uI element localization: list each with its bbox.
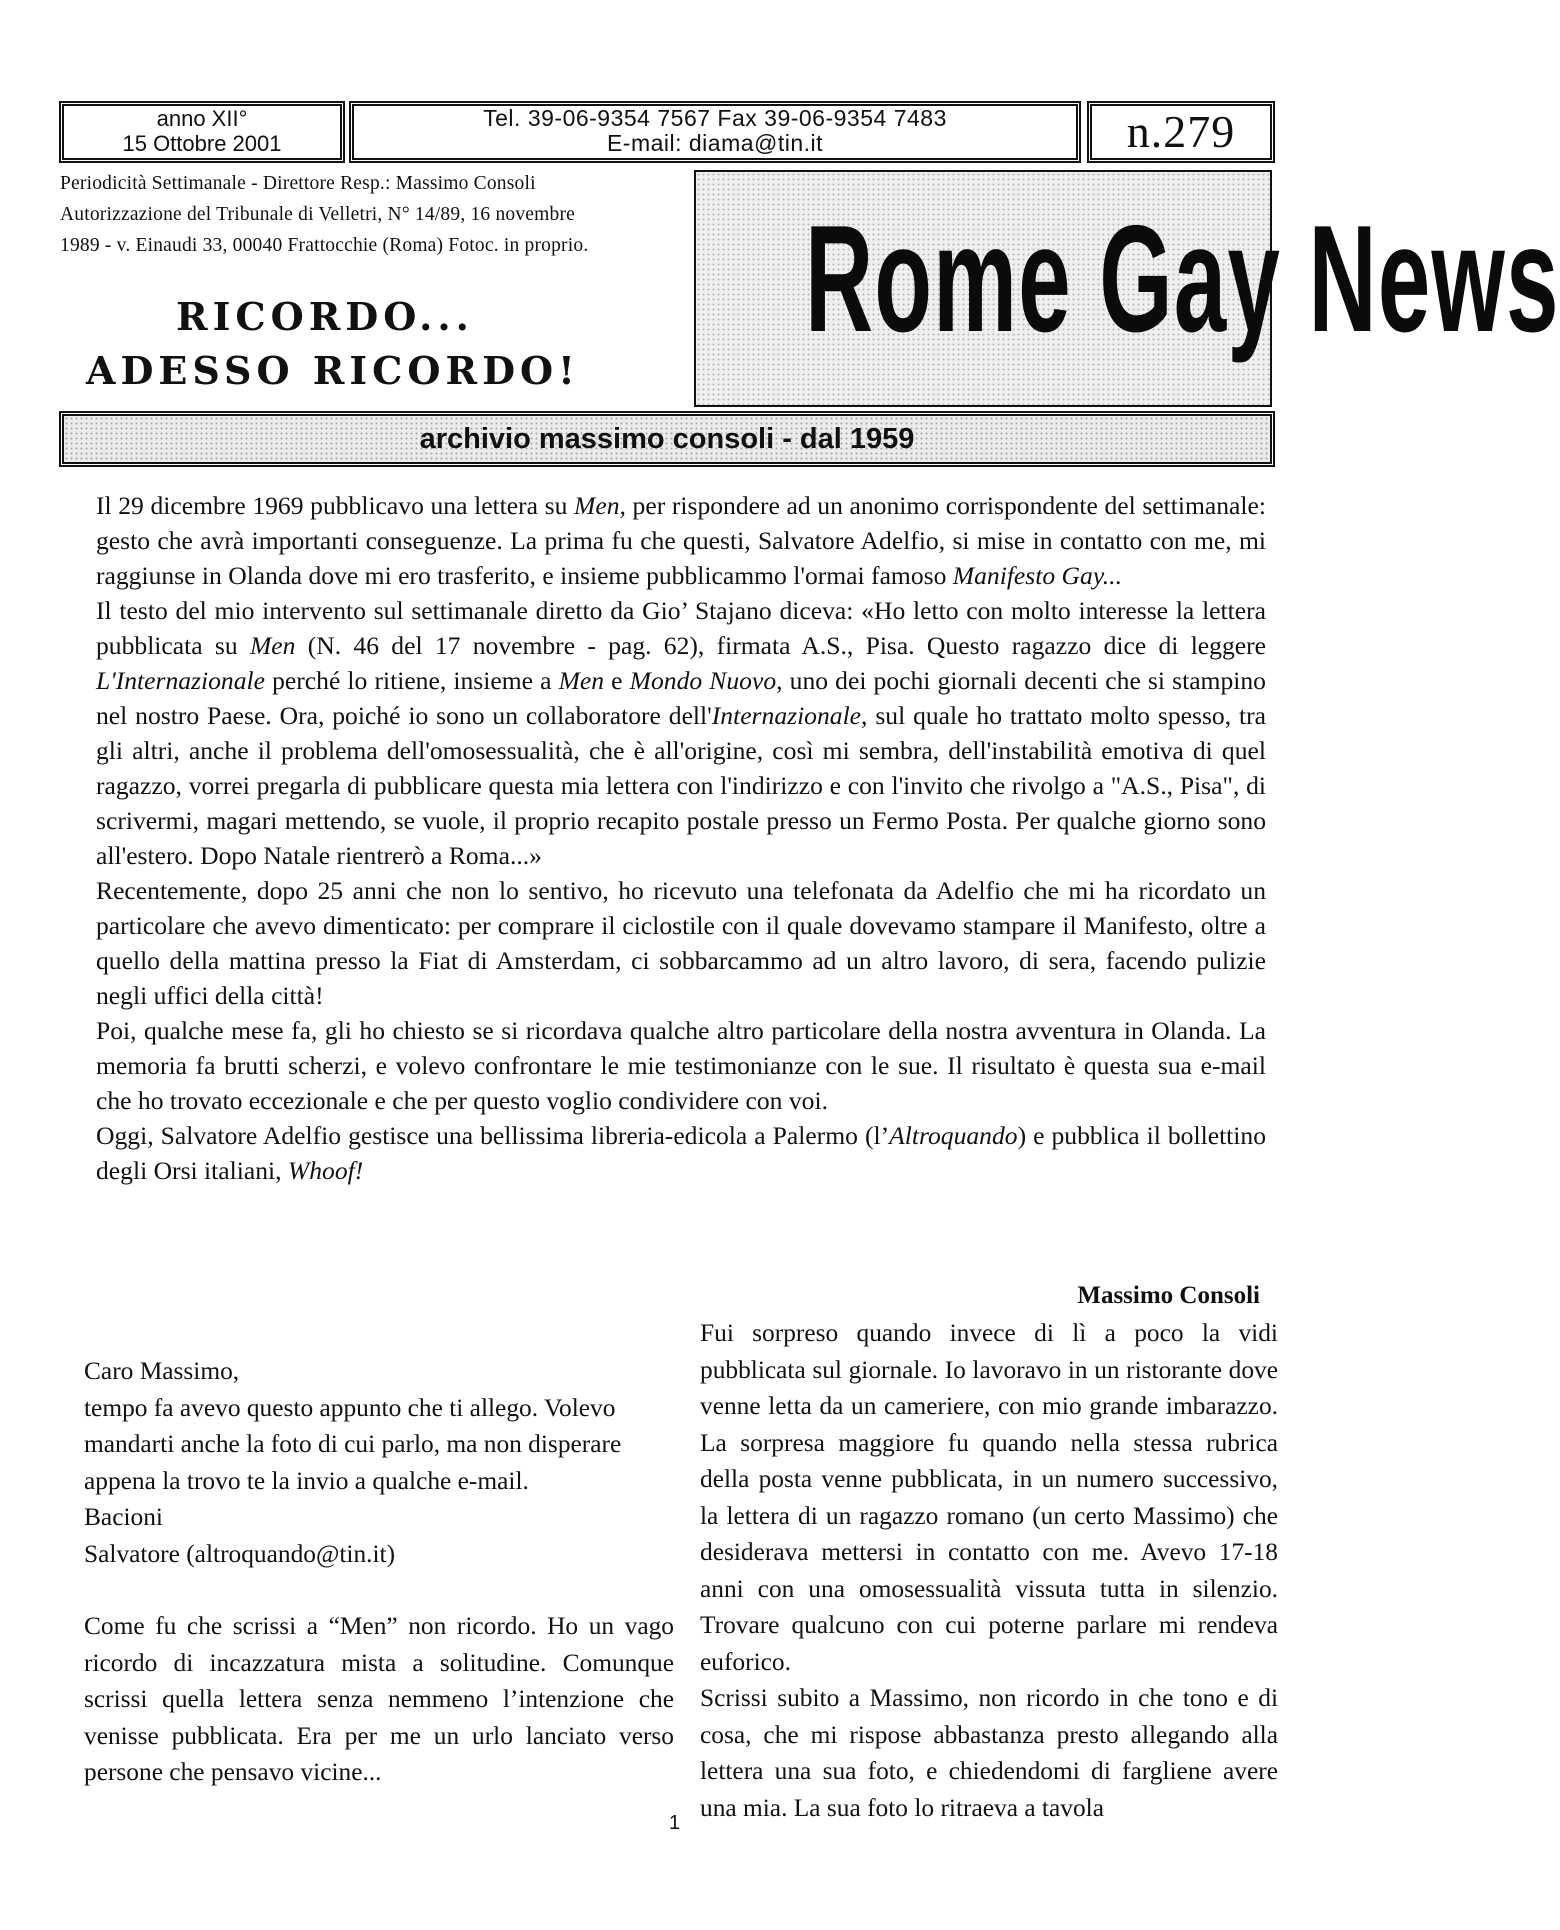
masthead-line: 1989 - v. Einaudi 33, 00040 Frattocchie (Roma) Fotoc. in proprio. bbox=[60, 235, 589, 256]
intro-paragraph: Oggi, Salvatore Adelfio gestisce una bellissima libreria-edicola a Palermo (l’Altroquando) e pubblica il bollettino degli Orsi italiani, Whoof! bbox=[96, 1121, 1266, 1185]
intro-paragraph: Il 29 dicembre 1969 pubblicavo una lettera su Men, per rispondere ad un anonimo corrispondente del settimanale: gesto che avrà importanti conseguenze. La prima fu che questi, Salvatore Adelfio, si mise in contatto con me, mi raggiunse in Olanda dove mi ero trasferito, e insieme pubblicammo l'ormai famoso Manifesto Gay... bbox=[96, 491, 1266, 590]
contact-box bbox=[352, 104, 1078, 160]
letter-greeting: Caro Massimo, bbox=[84, 1357, 240, 1385]
email: E-mail: diama@tin.it bbox=[606, 130, 824, 156]
year-label: anno XII° bbox=[156, 106, 248, 131]
intro-paragraph: Il testo del mio intervento sul settimanale diretto da Gio’ Stajano diceva: «Ho letto con molto interesse la lettera pubblicata su Men (N. 46 del 17 novembre - pag. 62), firmata A.S., Pisa. Questo ragazzo dice di leggere L'Internazionale perché lo ritiene, insieme a Men e Mondo Nuovo, uno dei pochi giornali decenti che si stampino nel nostro Paese. Ora, poiché io sono un collaboratore dell'Internazionale, sul quale ho trattato molto spesso, tra gli altri, anche il problema dell'omosessualità, che è all'origine, così mi sembra, dell'instabilità emotiva di quel ragazzo, vorrei pregarla di pubblicare questa mia lettera con l'indirizzo e con l'invito che rivolgo a "A.S., Pisa", di scrivermi, magari mettendo, se vuole, il proprio recapito postale presso un Fermo Posta. Per qualche giorno sono all'estero. Dopo Natale rientrerò a Roma...» bbox=[96, 596, 1266, 870]
letter-sender: Salvatore (altroquando@tin.it) bbox=[84, 1539, 396, 1568]
archive-banner-text: archivio massimo consoli - dal 1959 bbox=[419, 423, 915, 455]
year-date-box bbox=[62, 104, 342, 160]
logo-text: Rome Gay News bbox=[805, 194, 1560, 364]
masthead-info bbox=[60, 168, 680, 261]
letter-paragraph: Fui sorpreso quando invece di lì a poco la vidi pubblicata sul giornale. Io lavoravo in un ristorante dove venne letta da un cameriere, con mio grande imbarazzo. La sorpresa maggiore fu quando nella stessa rubrica della posta venne pubblicata, in un numero successivo, la lettera di un ragazzo romano (un certo Massimo) che desiderava mettersi in contatto con me. Avevo 17-18 anni con una omosessualità vissuta tutta in silenzio. Trovare qualcuno con cui poterne parlare mi rendeva euforico. bbox=[700, 1319, 1278, 1676]
issue-date: 15 Ottobre 2001 bbox=[122, 131, 282, 156]
slogan-line-2: ADESSO RICORDO! bbox=[86, 348, 580, 393]
intro-article bbox=[96, 488, 1266, 1188]
tel-fax: Tel. 39-06-9354 7567 Fax 39-06-9354 7483 bbox=[483, 105, 947, 131]
signature: Massimo Consoli bbox=[1077, 1282, 1260, 1309]
letter-paragraph: Scrissi subito a Massimo, non ricordo in che tono e di cosa, che mi rispose abbastanza presto allegando alla lettera una sua foto, e chiedendomi di fargliene avere una mia. La sua foto lo ritraeva a tavola bbox=[700, 1684, 1278, 1822]
page-number: 1 bbox=[668, 1812, 681, 1834]
masthead-line: Periodicità Settimanale - Direttore Resp.: Massimo Consoli bbox=[60, 173, 536, 194]
letter-paragraph: Come fu che scrissi a “Men” non ricordo. Ho un vago ricordo di incazzatura mista a solitudine. Comunque scrissi quella lettera senza nemmeno l’intenzione che venisse pubblicata. Era per me un urlo lanciato verso persone che pensavo vicine... bbox=[84, 1612, 674, 1786]
slogan bbox=[86, 290, 706, 398]
letter-column-left bbox=[84, 1353, 674, 1791]
issue-number-box bbox=[1090, 104, 1272, 160]
newspaper-logo bbox=[694, 170, 1560, 407]
letter-body: tempo fa avevo questo appunto che ti allego. Volevo mandarti anche la foto di cui parlo, ma non disperare appena la trovo te la invio a qualche e-mail. bbox=[84, 1393, 622, 1495]
masthead-line: Autorizzazione del Tribunale di Velletri, N° 14/89, 16 novembre bbox=[60, 204, 576, 225]
letter-closing: Bacioni bbox=[84, 1503, 163, 1531]
intro-paragraph: Poi, qualche mese fa, gli ho chiesto se si ricordava qualche altro particolare della nostra avventura in Olanda. La memoria fa brutti scherzi, e volevo confrontare le mie testimonianze con le sue. Il risultato è questa sua e-mail che ho trovato eccezionale e che per questo voglio condividere con voi. bbox=[96, 1016, 1266, 1115]
slogan-line-1: RICORDO... bbox=[176, 294, 474, 339]
intro-paragraph: Recentemente, dopo 25 anni che non lo sentivo, ho ricevuto una telefonata da Adelfio che mi ha ricordato un particolare che avevo dimenticato: per comprare il ciclostile con il quale dovevamo stampare il Manifesto, oltre a quello della mattina presso la Fiat di Amsterdam, ci sobbarcammo ad un altro lavoro, di sera, facendo pulizie negli uffici della città! bbox=[96, 876, 1266, 1010]
letter-column-right bbox=[700, 1315, 1278, 1826]
issue-number: n.279 bbox=[1126, 106, 1236, 157]
archive-banner bbox=[62, 414, 1272, 464]
